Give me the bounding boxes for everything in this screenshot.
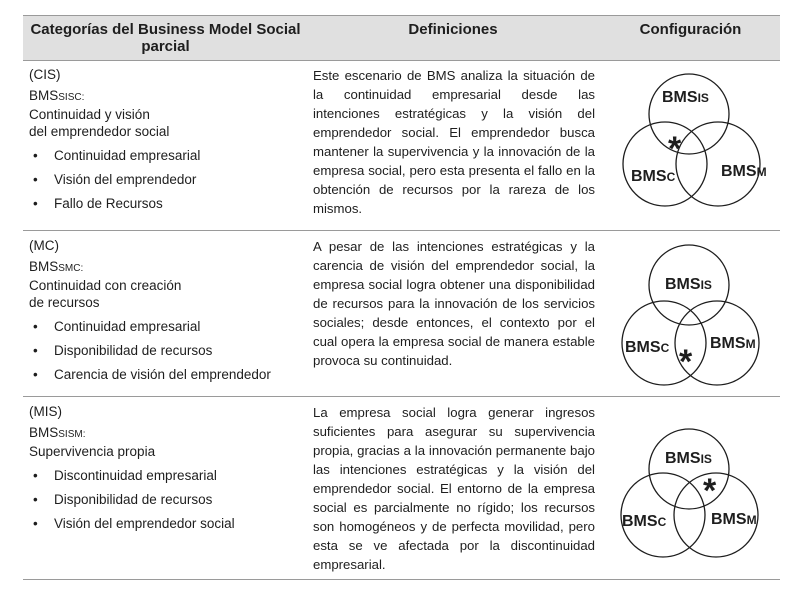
venn-label-right: BMSM — [721, 163, 767, 180]
list-item: • Discontinuidad empresarial — [29, 464, 309, 488]
category-name: Continuidad y visión del emprendedor social — [29, 107, 170, 139]
category-bms: BMSSISM: — [29, 425, 86, 440]
venn-circle-left — [623, 122, 707, 206]
category-bullets — [29, 464, 309, 536]
table-header — [23, 15, 780, 61]
category-code: (MC) — [29, 238, 59, 253]
table-row — [23, 60, 780, 231]
category-cell — [29, 403, 309, 536]
list-item: • Continuidad empresarial — [29, 144, 309, 168]
table-row — [23, 231, 780, 397]
venn-diagram — [605, 64, 773, 224]
venn-label-right: BMSM — [711, 511, 757, 528]
list-item: • Disponibilidad de recursos — [29, 488, 309, 512]
category-name: Continuidad con creación de recursos — [29, 278, 182, 310]
table-row — [23, 397, 780, 580]
category-code: (MIS) — [29, 404, 62, 419]
list-item: • Visión del emprendedor — [29, 168, 309, 192]
venn-label-top: BMSIS — [665, 450, 712, 467]
category-bullets — [29, 315, 309, 387]
category-bullets — [29, 144, 309, 216]
venn-circle-top — [649, 429, 729, 509]
venn-asterisk: * — [703, 472, 717, 510]
venn-label-top: BMSIS — [662, 89, 709, 106]
category-cell — [29, 66, 309, 216]
category-cell — [29, 237, 309, 387]
list-item: • Visión del emprendedor social — [29, 512, 309, 536]
category-name: Supervivencia propia — [29, 444, 156, 459]
definition-cell: A pesar de las intenciones estratégicas y la carencia de visión del emprendedor social, la empresa social logra obtener una disponibilidad de recursos para la innovación de los servicios sociales; desde entonces, el contexto por el cual opera la empresa social de manera estable provoca su continuidad. — [313, 239, 595, 368]
venn-diagram — [605, 411, 773, 571]
venn-diagram — [605, 233, 773, 393]
venn-label-top: BMSIS — [665, 276, 712, 293]
category-code: (CIS) — [29, 67, 61, 82]
header-definitions: Definiciones — [408, 21, 498, 38]
bms-table — [23, 0, 780, 589]
venn-asterisk: * — [668, 130, 682, 168]
venn-asterisk: * — [679, 343, 693, 381]
definition-cell: Este escenario de BMS analiza la situación de la continuidad empresarial desde las intenciones estratégicas y la visión del emprendedor social. El emprendedor busca mantener la supervivencia y la innovación de la empresa social, pero esta presenta el fallo en la obtención de recursos por la rareza de los mismos. — [313, 68, 595, 216]
header-categories: Categorías del Business Model Social parcial — [30, 21, 301, 55]
category-bms: BMSSISC: — [29, 88, 85, 103]
venn-label-left: BMSC — [622, 513, 667, 530]
header-configuration: Configuración — [639, 21, 742, 38]
definition-cell: La empresa social logra generar ingresos suficientes para asegurar su supervivencia propia, gracias a la innovación permanente bajo las intenciones estratégicas y la visión del emprendedor social. El entorno de la empresa social es parcialmente no rígido; los recursos son homogéneos y de perfecta movilidad, pero esta se ve afectada por la discontinuidad empresarial. — [313, 405, 595, 572]
list-item: • Fallo de Recursos — [29, 192, 309, 216]
list-item: • Disponibilidad de recursos — [29, 339, 309, 363]
venn-circle-top — [649, 74, 729, 154]
venn-label-left: BMSC — [631, 168, 676, 185]
category-bms: BMSSMC: — [29, 259, 84, 274]
list-item: • Continuidad empresarial — [29, 315, 309, 339]
venn-label-right: BMSM — [710, 335, 756, 352]
list-item: • Carencia de visión del emprendedor — [29, 363, 309, 387]
venn-label-left: BMSC — [625, 339, 670, 356]
